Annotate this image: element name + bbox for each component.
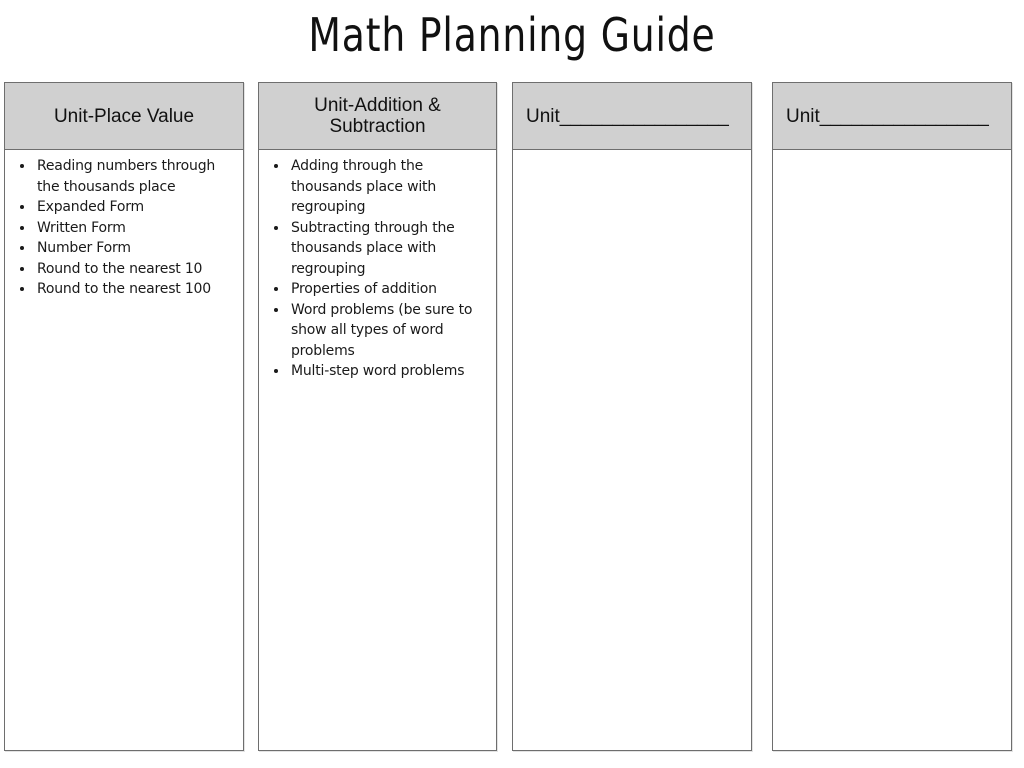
column-header: Unit________________ [773,83,1011,150]
list-item: • Properties of addition [289,279,488,300]
column-header: Unit-Addition & Subtraction [259,83,496,150]
list-item: • Word problems (be sure to show all types of word problems [289,300,488,362]
list-item: • Round to the nearest 10 [35,259,235,280]
list-item: • Round to the nearest 100 [35,279,235,300]
list-item: • Number Form [35,238,235,259]
unit-column-addition-subtraction [258,82,497,751]
topic-list [267,156,488,382]
column-body [259,150,496,382]
unit-column-blank-1 [512,82,752,751]
column-header: Unit________________ [513,83,751,150]
column-header: Unit-Place Value [5,83,243,150]
list-item: • Subtracting through the thousands place with regrouping [289,218,488,280]
list-item: • Expanded Form [35,197,235,218]
column-body [5,150,243,300]
column-body [513,150,751,156]
list-item: • Reading numbers through the thousands place [35,156,235,197]
column-body [773,150,1011,156]
page-title: Math Planning Guide [308,8,716,62]
topic-list [13,156,235,300]
unit-column-place-value [4,82,244,751]
list-item: • Multi-step word problems [289,361,488,382]
unit-column-blank-2 [772,82,1012,751]
list-item: • Written Form [35,218,235,239]
list-item: • Adding through the thousands place with regrouping [289,156,488,218]
